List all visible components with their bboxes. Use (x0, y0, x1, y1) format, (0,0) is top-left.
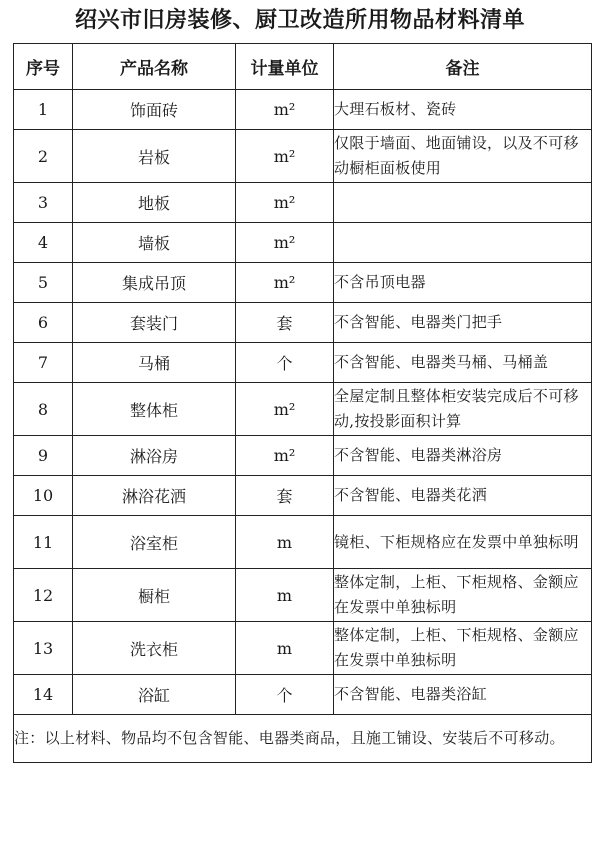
table-row (14, 436, 592, 476)
cell-serial-no: 13 (14, 622, 73, 675)
cell-serial-no: 9 (14, 436, 73, 476)
cell-unit: 个 (236, 675, 334, 715)
cell-remarks: 不含智能、电器类马桶、马桶盖 (334, 343, 592, 383)
header-serial-no: 序号 (14, 44, 73, 90)
cell-unit: m (236, 569, 334, 622)
table-row (14, 90, 592, 130)
cell-unit: 套 (236, 476, 334, 516)
cell-unit: m² (236, 436, 334, 476)
cell-serial-no: 3 (14, 183, 73, 223)
cell-remarks: 大理石板材、瓷砖 (334, 90, 592, 130)
cell-product-name: 马桶 (73, 343, 236, 383)
cell-remarks: 全屋定制且整体柜安装完成后不可移动,按投影面积计算 (334, 383, 592, 436)
cell-serial-no: 1 (14, 90, 73, 130)
cell-unit: m² (236, 263, 334, 303)
footnote: 注：以上材料、物品均不包含智能、电器类商品，且施工铺设、安装后不可移动。 (14, 715, 592, 763)
table-row (14, 303, 592, 343)
cell-remarks: 不含吊顶电器 (334, 263, 592, 303)
cell-remarks: 不含智能、电器类浴缸 (334, 675, 592, 715)
cell-serial-no: 12 (14, 569, 73, 622)
cell-remarks: 不含智能、电器类花洒 (334, 476, 592, 516)
cell-serial-no: 10 (14, 476, 73, 516)
table-row (14, 383, 592, 436)
cell-serial-no: 4 (14, 223, 73, 263)
cell-remarks: 不含智能、电器类淋浴房 (334, 436, 592, 476)
cell-serial-no: 7 (14, 343, 73, 383)
header-remarks: 备注 (334, 44, 592, 90)
cell-unit: m² (236, 130, 334, 183)
table-row (14, 622, 592, 675)
table-row (14, 675, 592, 715)
cell-product-name: 浴缸 (73, 675, 236, 715)
cell-remarks: 不含智能、电器类门把手 (334, 303, 592, 343)
cell-serial-no: 11 (14, 516, 73, 569)
table-row (14, 476, 592, 516)
cell-serial-no: 14 (14, 675, 73, 715)
cell-unit: m² (236, 90, 334, 130)
cell-remarks: 整体定制，上柜、下柜规格、金额应在发票中单独标明 (334, 622, 592, 675)
table-row (14, 569, 592, 622)
cell-product-name: 地板 (73, 183, 236, 223)
document-title: 绍兴市旧房装修、厨卫改造所用物品材料清单 (74, 8, 525, 33)
cell-serial-no: 8 (14, 383, 73, 436)
cell-remarks: 整体定制，上柜、下柜规格、金额应在发票中单独标明 (334, 569, 592, 622)
cell-product-name: 淋浴花洒 (73, 476, 236, 516)
cell-product-name: 墙板 (73, 223, 236, 263)
cell-product-name: 淋浴房 (73, 436, 236, 476)
header-unit: 计量单位 (236, 44, 334, 90)
cell-product-name: 饰面砖 (73, 90, 236, 130)
materials-table (13, 43, 592, 763)
cell-product-name: 集成吊顶 (73, 263, 236, 303)
cell-unit: m² (236, 383, 334, 436)
header-product-name: 产品名称 (73, 44, 236, 90)
cell-remarks (334, 183, 592, 223)
cell-serial-no: 6 (14, 303, 73, 343)
cell-unit: m (236, 516, 334, 569)
table-row (14, 183, 592, 223)
cell-unit: m (236, 622, 334, 675)
cell-remarks: 镜柜、下柜规格应在发票中单独标明 (334, 516, 592, 569)
cell-remarks: 仅限于墙面、地面铺设，以及不可移动橱柜面板使用 (334, 130, 592, 183)
table-row (14, 516, 592, 569)
cell-serial-no: 2 (14, 130, 73, 183)
cell-product-name: 整体柜 (73, 383, 236, 436)
table-row (14, 343, 592, 383)
cell-product-name: 浴室柜 (73, 516, 236, 569)
cell-remarks (334, 223, 592, 263)
cell-product-name: 橱柜 (73, 569, 236, 622)
table-row (14, 223, 592, 263)
table-header-row (14, 44, 592, 90)
footnote-row (14, 715, 592, 763)
cell-unit: m² (236, 223, 334, 263)
cell-serial-no: 5 (14, 263, 73, 303)
cell-product-name: 套装门 (73, 303, 236, 343)
cell-unit: 套 (236, 303, 334, 343)
cell-product-name: 岩板 (73, 130, 236, 183)
cell-unit: 个 (236, 343, 334, 383)
cell-product-name: 洗衣柜 (73, 622, 236, 675)
table-row (14, 263, 592, 303)
table-row (14, 130, 592, 183)
cell-unit: m² (236, 183, 334, 223)
